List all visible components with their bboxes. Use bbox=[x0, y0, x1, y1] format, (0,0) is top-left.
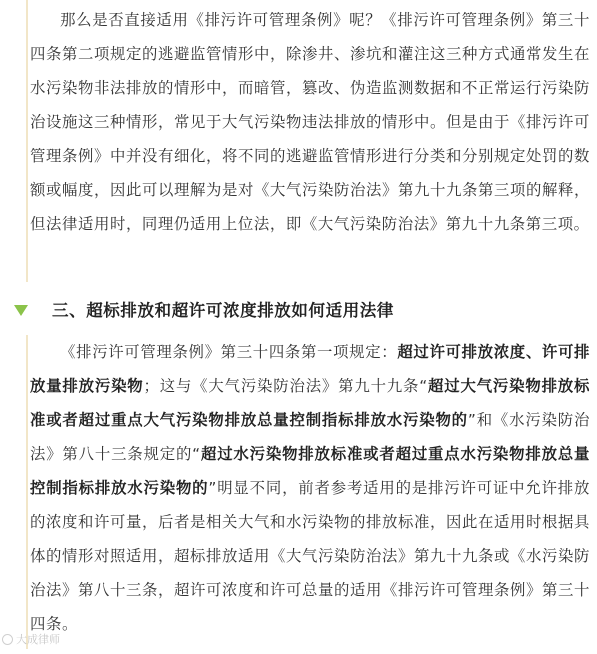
watermark-text: 大成律师 bbox=[16, 633, 60, 646]
paragraph-2-bold-2: 超过大气污染物排放标准或者超过重点大气污染物排放总量控制指标排放水污染物的 bbox=[30, 377, 590, 429]
watermark-logo-icon bbox=[2, 634, 13, 645]
section-heading bbox=[14, 292, 394, 326]
paragraph-1-text: 那么是否直接适用《排污许可管理条例》呢？《排污许可管理条例》第三十四条第二项规定的逃避监管情形中，除渗井、渗坑和灌注这三种方式通常发生在水污染物非法排放的情形中，而暗管，篡改、伪造监测数据和不正常运行污染防治设施这三种情形，常见于大气污染物违法排放的情形中。但是由于《排污许可管理条例》中并没有细化，将不同的逃避监管情形进行分类和分别规定处罚的数额或幅度，因此可以理解为是对《大气污染防治法》第九十九条第三项的解释，但法律适用时，同理仍适用上位法，即《大气污染防治法》第九十九条第三项。 bbox=[30, 11, 590, 233]
triangle-down-icon bbox=[14, 305, 28, 316]
paragraph-1 bbox=[28, 3, 590, 241]
paragraph-block-2 bbox=[26, 335, 590, 649]
paragraph-2-part-1: 《排污许可管理条例》第三十四条第一项规定： bbox=[60, 343, 398, 361]
paragraph-block-1 bbox=[26, 0, 590, 282]
section-heading-text: 三、超标排放和超许可浓度排放如何适用法律 bbox=[52, 301, 394, 320]
paragraph-2-part-4: ”明显不同，前者参考适用的是排污许可证中允许排放的浓度和许可量，后者是相关大气和水污染物的排放标准，因此在适用时根据具体的情形对照适用，超标排放适用《大气污染防治法》第九十九条或《水污染防治法》第八十三条，超许可浓度和许可总量的适用《排污许可管理条例》第三十四条。 bbox=[30, 479, 590, 633]
watermark bbox=[2, 631, 60, 647]
paragraph-2 bbox=[28, 335, 590, 641]
paragraph-2-bold-1: 超过许可排放浓度、许可排放量排放污染物 bbox=[30, 343, 590, 395]
paragraph-2-bold-3: 超过水污染物排放标准或者超过重点水污染物排放总量控制指标排放水污染物的 bbox=[30, 445, 591, 497]
paragraph-2-part-2: ；这与《大气污染防治法》第九十九条“ bbox=[143, 377, 428, 395]
paragraph-2-part-3: ”和《水污染防治法》第八十三条规定的“ bbox=[30, 411, 590, 463]
